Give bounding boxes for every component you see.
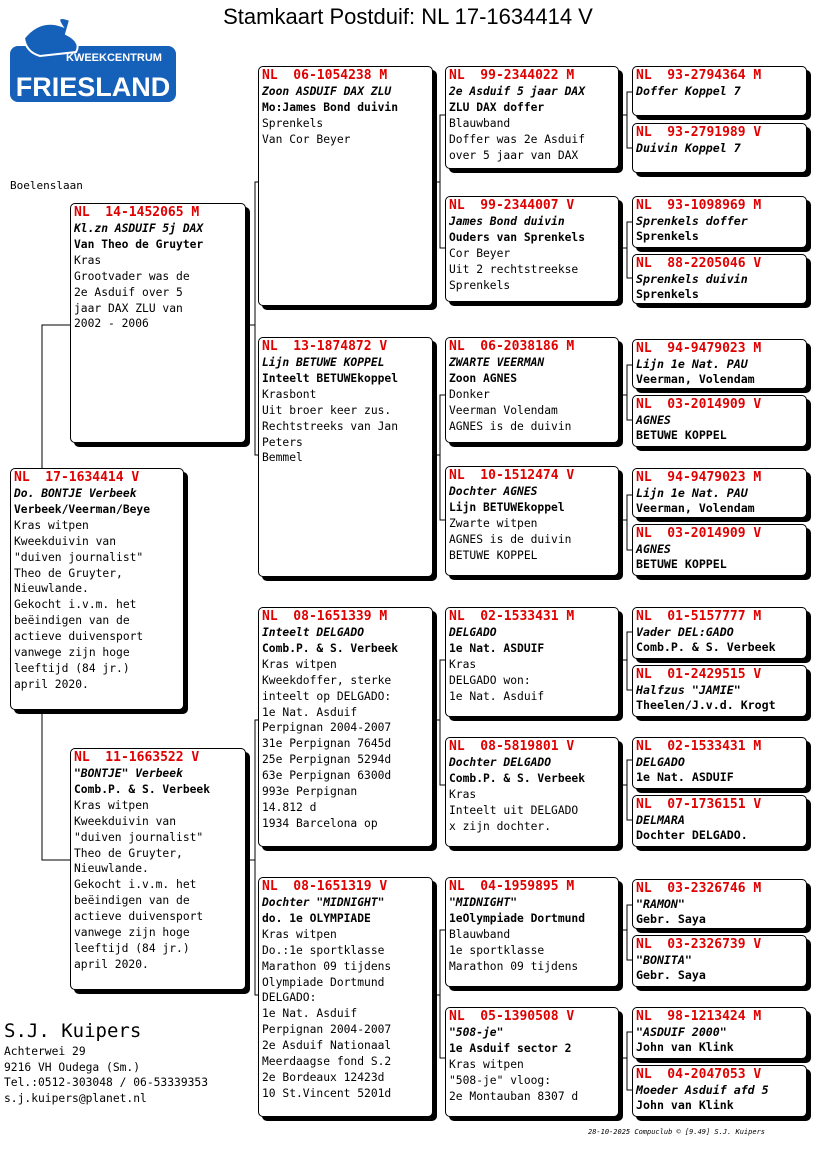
info-line: Sprenkels bbox=[449, 278, 511, 292]
info-line: 63e Perpignan 6300d bbox=[262, 769, 392, 783]
great-grandparent-card[interactable] bbox=[445, 607, 619, 717]
info-line: Kweekduivin van bbox=[14, 534, 117, 548]
breeder-name: S.J. Kuipers bbox=[4, 1020, 142, 1042]
great-grandparent-card[interactable] bbox=[445, 877, 619, 987]
pigeon-owner: Sprenkels bbox=[636, 286, 699, 301]
pigeon-owner: Theelen/J.v.d. Krogt bbox=[636, 697, 776, 712]
info-line: 2e Bordeaux 12423d bbox=[262, 1070, 385, 1084]
ring-number: NL 08-1651339 M bbox=[262, 609, 388, 624]
pigeon-name: Lijn BETUWE KOPPEL bbox=[262, 356, 385, 369]
info-line: Gekocht i.v.m. het bbox=[14, 598, 137, 612]
info-line: Marathon 09 tijdens bbox=[262, 959, 392, 973]
info-line: "duiven journalist" bbox=[14, 550, 144, 564]
info-line: 1e sportklasse bbox=[449, 943, 545, 957]
info-line: actieve duivensport bbox=[14, 630, 144, 644]
info-line: 31e Perpignan 7645d bbox=[262, 737, 392, 751]
pigeon-name: Vader DEL:GADO bbox=[636, 625, 734, 639]
great-grandparent-card[interactable] bbox=[445, 196, 619, 302]
info-line: Olympiade Dortmund bbox=[262, 975, 385, 989]
pigeon-owner: John van Klink bbox=[636, 1039, 734, 1054]
info-line: Kras witpen bbox=[262, 657, 337, 671]
info-line: Perpignan 2004-2007 bbox=[262, 1023, 392, 1037]
info-line: 2e Montauban 8307 d bbox=[449, 1089, 579, 1103]
ring-number: NL 06-1054238 M bbox=[262, 68, 388, 83]
pigeon-owner: do. 1e OLYMPIADE bbox=[262, 911, 371, 925]
paternal-grandmother-card[interactable] bbox=[258, 337, 433, 577]
pigeon-owner: ZLU DAX doffer bbox=[449, 100, 545, 114]
breeder-city: 9216 VH Oudega (Sm.) bbox=[4, 1060, 141, 1074]
info-line: Kras bbox=[449, 657, 477, 671]
pigeon-owner: Gebr. Saya bbox=[636, 967, 706, 982]
info-line: Theo de Gruyter, bbox=[14, 566, 123, 580]
info-line: Inteelt uit DELGADO bbox=[449, 803, 579, 817]
ancestor-card[interactable] bbox=[632, 935, 807, 987]
info-line: 10 St.Vincent 5201d bbox=[262, 1086, 392, 1100]
great-grandparent-card[interactable] bbox=[445, 66, 619, 169]
info-line: Kras bbox=[449, 787, 477, 801]
ring-number: NL 01-5157777 M bbox=[636, 609, 762, 624]
info-line: Uit broer keer zus. bbox=[262, 403, 392, 417]
pigeon-name: AGNES bbox=[636, 413, 671, 427]
info-line: Rechtstreeks van Jan bbox=[262, 419, 399, 433]
pigeon-owner: 1e Nat. ASDUIF bbox=[449, 641, 545, 655]
pigeon-owner: Verbeek/Veerman/Beye bbox=[14, 502, 151, 516]
page-title: Stamkaart Postduif: NL 17-1634414 V bbox=[223, 4, 593, 29]
info-line: Cor Beyer bbox=[449, 246, 511, 260]
info-line: DELGADO: bbox=[262, 991, 317, 1005]
ring-number: NL 02-1533431 M bbox=[449, 609, 575, 624]
ring-number: NL 03-2326739 V bbox=[636, 937, 762, 952]
pigeon-name: Lijn 1e Nat. PAU bbox=[636, 486, 748, 500]
info-line: x zijn dochter. bbox=[449, 819, 552, 833]
info-line: "508-je" vloog: bbox=[449, 1073, 552, 1087]
mother-card[interactable] bbox=[70, 748, 246, 990]
info-line: Kras witpen bbox=[262, 927, 337, 941]
ring-number: NL 93-2791989 V bbox=[636, 125, 762, 140]
pigeon-owner: Comb.P. & S. Verbeek bbox=[262, 641, 399, 655]
pigeon-name: Do. BONTJE Verbeek bbox=[14, 487, 137, 500]
ring-number: NL 93-1098969 M bbox=[636, 198, 762, 213]
info-line: jaar DAX ZLU van bbox=[74, 301, 183, 315]
ring-number: NL 14-1452065 M bbox=[74, 205, 200, 220]
ring-number: NL 10-1512474 V bbox=[449, 468, 575, 483]
ring-number: NL 08-1651319 V bbox=[262, 879, 388, 894]
info-line: AGNES is de duivin bbox=[449, 532, 572, 546]
info-line: Kras witpen bbox=[14, 518, 89, 532]
pigeon-name: "RAMON" bbox=[636, 897, 685, 911]
ring-number: NL 94-9479023 M bbox=[636, 341, 762, 356]
ancestor-card[interactable] bbox=[632, 607, 807, 659]
pigeon-name: DELGADO bbox=[636, 755, 685, 769]
paternal-grandfather-card[interactable] bbox=[258, 66, 433, 306]
info-line: 25e Perpignan 5294d bbox=[262, 753, 392, 767]
pigeon-name: "MIDNIGHT" bbox=[449, 896, 518, 909]
info-line: Donker bbox=[449, 387, 490, 401]
info-line: Kras witpen bbox=[74, 798, 149, 812]
ring-number: NL 94-9479023 M bbox=[636, 470, 762, 485]
pigeon-name: Dochter AGNES bbox=[449, 485, 538, 498]
logo-line2: FRIESLAND bbox=[15, 72, 171, 102]
info-line: april 2020. bbox=[74, 957, 149, 971]
pigeon-owner: John van Klink bbox=[636, 1097, 734, 1112]
info-line: 1e Nat. Asduif bbox=[262, 705, 358, 719]
pigeon-owner: Zoon AGNES bbox=[449, 371, 518, 385]
info-line: Krasbont bbox=[262, 387, 317, 401]
ring-number: NL 11-1663522 V bbox=[74, 750, 200, 765]
ancestor-card[interactable] bbox=[632, 795, 807, 847]
breeder-email[interactable]: s.j.kuipers@planet.nl bbox=[4, 1091, 147, 1105]
great-grandparent-card[interactable] bbox=[445, 1007, 619, 1117]
location-label: Boelenslaan bbox=[10, 179, 83, 192]
ring-number: NL 01-2429515 V bbox=[636, 667, 762, 682]
info-line: vanwege zijn hoge bbox=[74, 926, 190, 940]
pigeon-name: Sprenkels doffer bbox=[636, 214, 748, 228]
info-line: Sprenkels bbox=[262, 116, 324, 130]
subject-pigeon-card[interactable] bbox=[10, 468, 184, 710]
pigeon-owner: Van Theo de Gruyter bbox=[74, 237, 204, 251]
info-line: beëindigen van de bbox=[74, 894, 190, 908]
pigeon-name: DELGADO bbox=[449, 626, 497, 639]
ancestor-card[interactable] bbox=[632, 468, 807, 518]
pigeon-name: DELMARA bbox=[636, 813, 685, 827]
pigeon-owner: BETUWE KOPPEL bbox=[636, 427, 727, 442]
info-line: BETUWE KOPPEL bbox=[449, 548, 538, 562]
info-line: Bemmel bbox=[262, 451, 303, 465]
info-line: over 5 jaar van DAX bbox=[449, 148, 579, 162]
ring-number: NL 99-2344007 V bbox=[449, 198, 575, 213]
maternal-grandmother-card[interactable] bbox=[258, 877, 433, 1117]
ancestor-card[interactable] bbox=[632, 196, 807, 248]
ring-number: NL 88-2205046 V bbox=[636, 256, 762, 271]
ancestor-card[interactable] bbox=[632, 524, 807, 576]
ring-number: NL 08-5819801 V bbox=[449, 739, 575, 754]
pigeon-name: "BONITA" bbox=[636, 953, 692, 967]
info-line: 993e Perpignan bbox=[262, 785, 358, 799]
info-line: Doffer was 2e Asduif bbox=[449, 132, 586, 146]
pigeon-name: Doffer Koppel 7 bbox=[636, 84, 741, 98]
pigeon-owner: Lijn BETUWEkoppel bbox=[449, 500, 565, 514]
pigeon-owner: Sprenkels bbox=[636, 228, 699, 243]
pigeon-name: Inteelt DELGADO bbox=[262, 626, 365, 639]
pigeon-name: James Bond duivin bbox=[449, 215, 565, 228]
great-grandparent-card[interactable] bbox=[445, 466, 619, 576]
info-line: Blauwband bbox=[449, 116, 511, 130]
maternal-grandfather-card[interactable] bbox=[258, 607, 433, 847]
ring-number: NL 05-1390508 V bbox=[449, 1009, 575, 1024]
info-line: actieve duivensport bbox=[74, 910, 204, 924]
info-line: Nieuwlande. bbox=[74, 862, 149, 876]
info-line: Uit 2 rechtstreekse bbox=[449, 262, 579, 276]
pigeon-name: Lijn 1e Nat. PAU bbox=[636, 357, 748, 371]
ring-number: NL 93-2794364 M bbox=[636, 68, 762, 83]
info-line: Kras bbox=[74, 253, 102, 267]
info-line: Kweekdoffer, sterke bbox=[262, 673, 392, 687]
pigeon-name: Dochter "MIDNIGHT" bbox=[262, 896, 385, 909]
footer-credit: 28-10-2025 Compuclub © [9.49] S.J. Kuipers bbox=[588, 1128, 766, 1136]
pigeon-name: Zoon ASDUIF DAX ZLU bbox=[262, 85, 392, 98]
pigeon-name: Duivin Koppel 7 bbox=[636, 141, 741, 155]
pigeon-owner: BETUWE KOPPEL bbox=[636, 556, 727, 571]
info-line: 1e Nat. Asduif bbox=[262, 1007, 358, 1021]
pigeon-name: Moeder Asduif afd 5 bbox=[636, 1083, 769, 1097]
info-line: leeftijd (84 jr.) bbox=[14, 661, 130, 675]
pigeon-owner: Veerman, Volendam bbox=[636, 500, 755, 515]
pigeon-name: 2e Asduif 5 jaar DAX bbox=[449, 85, 586, 98]
breeder-street: Achterwei 29 bbox=[4, 1045, 86, 1058]
ring-number: NL 17-1634414 V bbox=[14, 470, 140, 485]
info-line: Nieuwlande. bbox=[14, 582, 89, 596]
pigeon-owner: Mo:James Bond duivin bbox=[262, 100, 399, 114]
ring-number: NL 07-1736151 V bbox=[636, 797, 762, 812]
ring-number: NL 99-2344022 M bbox=[449, 68, 575, 83]
pigeon-owner: Comb.P. & S. Verbeek bbox=[636, 639, 776, 654]
great-grandparent-card[interactable] bbox=[445, 737, 619, 847]
ring-number: NL 04-2047053 V bbox=[636, 1067, 762, 1082]
pigeon-owner: Comb.P. & S. Verbeek bbox=[74, 782, 211, 796]
info-line: Kweekduivin van bbox=[74, 814, 177, 828]
info-line: AGNES is de duivin bbox=[449, 419, 572, 433]
info-line: leeftijd (84 jr.) bbox=[74, 941, 190, 955]
pigeon-name: "ASDUIF 2000" bbox=[636, 1025, 727, 1039]
info-line: Meerdaagse fond S.2 bbox=[262, 1055, 392, 1069]
ancestor-card[interactable] bbox=[632, 123, 807, 173]
info-line: "duiven journalist" bbox=[74, 830, 204, 844]
info-line: Veerman Volendam bbox=[449, 403, 558, 417]
pigeon-owner: 1e Asduif sector 2 bbox=[449, 1041, 572, 1055]
pigeon-name: ZWARTE VEERMAN bbox=[449, 356, 545, 369]
pigeon-name: AGNES bbox=[636, 542, 671, 556]
pigeon-owner: Gebr. Saya bbox=[636, 911, 706, 926]
ancestor-card[interactable] bbox=[632, 665, 807, 717]
great-grandparent-card[interactable] bbox=[445, 337, 619, 443]
ancestor-card[interactable] bbox=[632, 879, 807, 929]
father-card[interactable] bbox=[70, 203, 246, 443]
ancestor-card[interactable] bbox=[632, 254, 807, 304]
pigeon-owner: 1e Nat. ASDUIF bbox=[636, 769, 734, 784]
info-line: vanwege zijn hoge bbox=[14, 646, 130, 660]
ring-number: NL 02-1533431 M bbox=[636, 739, 762, 754]
info-line: beëindigen van de bbox=[14, 614, 130, 628]
ancestor-card[interactable] bbox=[632, 1065, 807, 1117]
info-line: 14.812 d bbox=[262, 800, 317, 814]
info-line: Grootvader was de bbox=[74, 269, 190, 283]
pigeon-owner: Veerman, Volendam bbox=[636, 371, 755, 386]
info-line: Do.:1e sportklasse bbox=[262, 943, 385, 957]
breeder-address bbox=[4, 1018, 208, 1106]
ring-number: NL 03-2326746 M bbox=[636, 881, 762, 896]
info-line: Zwarte witpen bbox=[449, 516, 538, 530]
pigeon-name: Kl.zn ASDUIF 5j DAX bbox=[74, 222, 204, 235]
ring-number: NL 03-2014909 V bbox=[636, 397, 762, 412]
pigeon-owner: Ouders van Sprenkels bbox=[449, 230, 586, 244]
info-line: Theo de Gruyter, bbox=[74, 846, 183, 860]
pigeon-name: "508-je" bbox=[449, 1026, 504, 1039]
pigeon-name: Sprenkels duivin bbox=[636, 272, 748, 286]
info-line: 1934 Barcelona op bbox=[262, 816, 378, 830]
pigeon-owner: 1eOlympiade Dortmund bbox=[449, 911, 586, 925]
info-line: 2e Asduif Nationaal bbox=[262, 1039, 392, 1053]
info-line: inteelt op DELGADO: bbox=[262, 689, 392, 703]
pigeon-name: Halfzus "JAMIE" bbox=[636, 683, 741, 697]
ring-number: NL 03-2014909 V bbox=[636, 526, 762, 541]
ancestor-card[interactable] bbox=[632, 1007, 807, 1059]
logo-line1: KWEEKCENTRUM bbox=[66, 52, 162, 64]
info-line: 2002 - 2006 bbox=[74, 317, 149, 331]
info-line: april 2020. bbox=[14, 677, 89, 691]
info-line: Marathon 09 tijdens bbox=[449, 959, 579, 973]
ring-number: NL 98-1213424 M bbox=[636, 1009, 762, 1024]
ring-number: NL 04-1959895 M bbox=[449, 879, 575, 894]
info-line: DELGADO won: bbox=[449, 673, 531, 687]
pigeon-name: "BONTJE" Verbeek bbox=[74, 767, 183, 780]
ancestor-card[interactable] bbox=[632, 395, 807, 447]
info-line: 1e Nat. Asduif bbox=[449, 689, 545, 703]
breeder-phone: Tel.:0512-303048 / 06-53339353 bbox=[4, 1076, 209, 1090]
ancestor-card[interactable] bbox=[632, 66, 807, 116]
info-line: Peters bbox=[262, 435, 303, 449]
pigeon-owner: Dochter DELGADO. bbox=[636, 827, 748, 842]
pigeon-name: Dochter DELGADO bbox=[449, 756, 552, 769]
info-line: Kras witpen bbox=[449, 1057, 524, 1071]
info-line: Blauwband bbox=[449, 927, 511, 941]
pigeon-owner: Inteelt BETUWEkoppel bbox=[262, 371, 399, 385]
ancestor-card[interactable] bbox=[632, 737, 807, 789]
pigeon-owner: Comb.P. & S. Verbeek bbox=[449, 771, 586, 785]
info-line: Perpignan 2004-2007 bbox=[262, 721, 392, 735]
ring-number: NL 13-1874872 V bbox=[262, 339, 388, 354]
info-line: Van Cor Beyer bbox=[262, 132, 351, 146]
info-line: Gekocht i.v.m. het bbox=[74, 878, 197, 892]
ring-number: NL 06-2038186 M bbox=[449, 339, 575, 354]
info-line: 2e Asduif over 5 bbox=[74, 285, 183, 299]
ancestor-card[interactable] bbox=[632, 339, 807, 389]
